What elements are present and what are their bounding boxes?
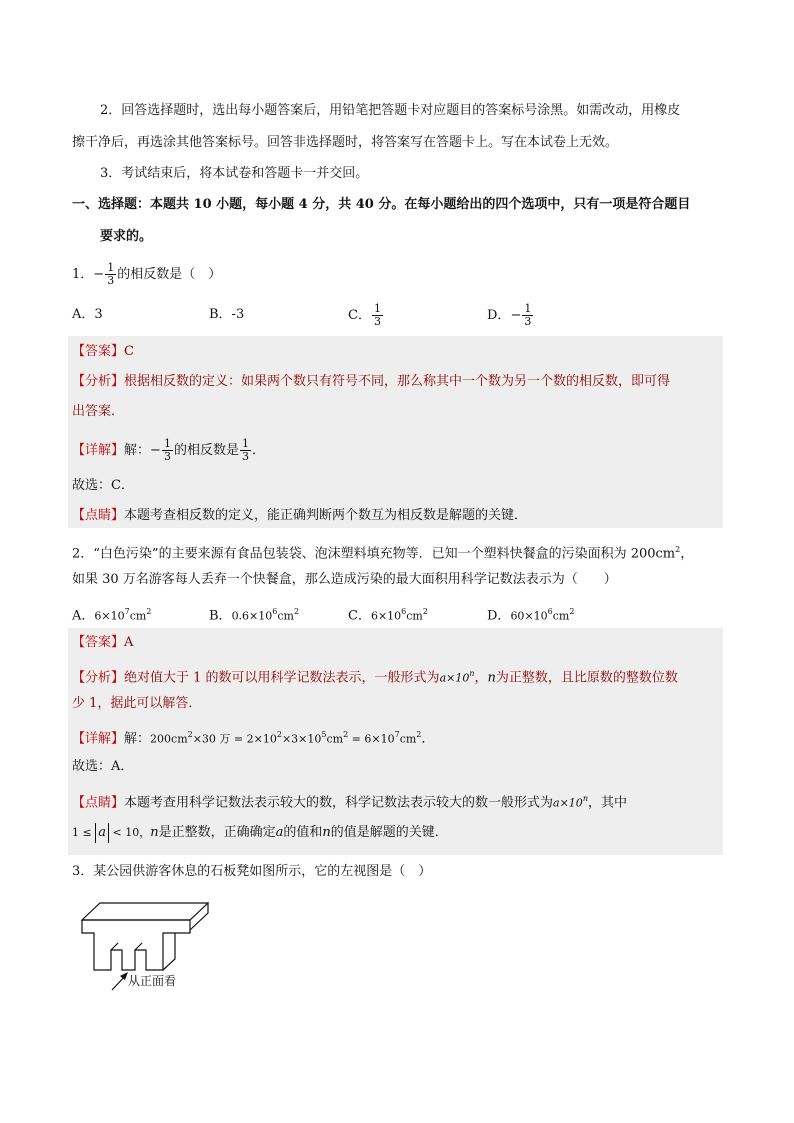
note-2-line-2: 擦干净后，再选涂其他答案标号。回答非选择题时，将答案写在答题卡上。写在本试卷上无效。 [72,135,619,150]
q2-detail-expr-6-exp: 2 [416,730,422,739]
q2-detail-expr-5: = 6×10 [348,732,395,746]
q1-detail-fraction-2 [240,438,251,463]
view-arrow-head [120,972,128,980]
q2-detail-expr-4-exp: 2 [343,730,349,739]
q2-option-a [72,602,151,626]
q2-analysis-text-1: 绝对值大于 1 的数可以用科学记数法表示，一般形式为 [124,670,440,686]
q2-detail-end: ． [421,731,435,747]
q2-comment-abs-a: a [95,823,109,843]
note-2-line-1: 2．回答选择题时，选出每小题答案后，用铅笔把答题卡对应题目的答案标号涂黑。如需改动，用橡皮 [100,103,681,118]
q2-analysis-n: n [487,670,496,686]
q2-option-c-exp: 6 [401,607,407,616]
q2-stem-text-1: 2．“白色污染”的主要来源有食品包装袋、泡沫塑料填充物等．已知一个塑料快餐盒的污染面积为 200cm [72,546,676,562]
section-heading-line-1: 一、选择题：本题共 10 小题，每小题 4 分，共 40 分。在每小题给出的四个选项中，只有一项是符合题目 [72,197,691,212]
q2-detail-expr-1-exp: 2 [187,730,193,739]
q1-comment-tag: 【点睛】 [72,508,125,523]
q2-option-c-unit-exp: 2 [422,607,428,616]
bench-front-face [82,920,190,970]
q1-answer [72,342,134,362]
q2-option-b-exp: 6 [272,607,278,616]
q2-comment-text-3: 的值和 [283,825,323,840]
q2-detail-expr-5-exp: 7 [394,730,400,739]
q2-option-a-exp: 7 [124,607,130,616]
q3-stem: 3．某公园供游客休息的石板凳如图所示，它的左视图是（ ） [72,864,432,879]
q2-choose: 故选：A． [72,759,134,774]
q2-option-b-base: 0.6×10 [231,609,273,623]
q1-stem [72,262,221,287]
q1-option-d-neg: − [510,308,522,323]
q1-detail-neg: − [150,443,161,458]
q1-detail-tag: 【详解】 [72,443,125,458]
q2-comment-n-2: n [322,825,331,840]
q2-detail-expr-2: ×30 万 = 2×10 [192,732,277,746]
note-3: 3．考试结束后，将本试卷和答题卡一并交回。 [100,166,369,181]
q1-detail-mid: 的相反数是 [173,443,239,458]
q2-comment-inequality-right: < 10， [108,826,151,839]
q1-comment-text: 本题考查相反数的定义，能正确判断两个数互为相反数是解题的关键． [124,508,528,523]
q1-analysis-tag: 【分析】 [72,374,125,389]
q1-option-d-fraction [522,303,533,328]
q2-option-c-base: 6×10 [370,609,402,623]
q1-number: 1． [72,267,94,282]
q2-comment-text-2: 是正整数，正确确定 [158,825,276,840]
q2-option-d-unit-exp: 2 [569,607,575,616]
q2-comment-line-1 [72,789,627,813]
bench-top-side [190,903,208,930]
q2-answer [72,633,133,653]
q2-answer-tag: 【答案】 [72,635,125,650]
q1-option-c [348,303,384,328]
q2-comment-tag: 【点睛】 [72,795,125,811]
q2-stem-sup: 2 [675,545,681,554]
q2-comment-formula-exp: n [582,794,588,803]
q2-option-a-unit-exp: 2 [146,607,152,616]
q2-comment-line-2 [72,823,448,843]
q2-comment-text-1-end: ，其中 [587,795,627,811]
q2-detail-expr-2-exp: 2 [276,730,282,739]
q2-option-a-unit: cm [129,609,147,623]
q2-comment-inequality-left: 1 ≤ [72,826,96,839]
q1-option-a: A．3 [72,307,103,322]
q2-stem-text-1-end: ， [680,546,694,562]
q2-comment-formula: a×10 [553,796,583,810]
q2-option-d [487,602,574,626]
bench-leg-depth [163,933,175,970]
q2-option-b-label: B． [209,608,232,624]
q2-answer-value: A [124,635,134,650]
q2-detail-expr-4: cm [326,732,344,746]
q1-detail-denominator-2: 3 [241,450,249,463]
q2-analysis-formula: a×10 [439,671,470,685]
q1-choose: 故选：C． [72,478,134,493]
q2-detail-expr-1: 200cm [150,732,188,746]
q1-option-c-fraction [372,303,383,328]
q2-option-d-exp: 6 [547,607,553,616]
q2-detail-tag: 【详解】 [72,731,125,747]
q1-analysis-text-1: 根据相反数的定义：如果两个数只有符号不同，那么称其中一个数为另一个数的相反数，即可得 [124,374,671,389]
q1-detail [72,438,265,463]
q2-comment-text-4: 的值是解题的关键． [330,825,448,840]
q1-solution-block [68,336,723,528]
q1-analysis-line-1 [72,372,670,392]
q1-detail-numerator: 1 [163,437,171,450]
q2-option-d-unit: cm [552,609,570,623]
q2-detail-expr-3: ×3×10 [281,732,322,746]
q1-detail-denominator: 3 [163,450,171,463]
q2-analysis-line-2: 少 1，据此可以解答． [72,696,202,711]
q1-answer-tag: 【答案】 [72,344,125,359]
q2-option-c-unit: cm [406,609,423,623]
q2-option-d-label: D． [487,608,511,624]
q1-detail-pre: 解： [124,443,151,458]
q2-analysis-formula-exp: n [469,669,475,678]
q2-detail-pre: 解： [124,731,151,747]
section-heading-line-2: 要求的。 [100,229,153,244]
q2-option-b-unit: cm [277,609,294,623]
q1-detail-fraction [162,438,173,463]
q2-option-b-unit-exp: 2 [293,607,300,616]
q1-option-c-label: C． [348,308,371,323]
q1-option-d-numerator: 1 [524,302,532,315]
q1-detail-numerator-2: 1 [241,437,249,450]
q2-analysis-tag: 【分析】 [72,670,125,686]
q3-figure-label: 从正面看 [128,974,177,988]
q2-stem-line-2: 如果 30 万名游客每人丢弃一个快餐盒，那么造成污染的最大面积用科学记数法表示为（ ） [72,572,617,587]
q2-option-a-base: 6×10 [94,609,125,623]
q1-fraction-denominator: 3 [107,274,115,287]
q2-comment-n: n [150,825,159,840]
q2-option-a-label: A． [72,608,95,624]
q1-option-d-label: D． [487,308,511,323]
q2-option-b [209,602,299,626]
q1-fraction-numerator: 1 [107,261,115,274]
q2-analysis-text-1-end: 为正整数，且比原数的整数位数 [495,670,678,686]
bench-top-surface [82,903,208,920]
q1-option-d [487,303,534,328]
q2-analysis-line-1 [72,664,678,688]
q2-option-c-label: C． [348,608,371,624]
q1-fraction [105,262,116,287]
q2-detail [72,725,434,749]
q2-analysis-comma: ， [474,670,488,686]
q1-option-c-numerator: 1 [373,302,381,315]
q1-comment [72,506,527,526]
q2-option-c [348,602,428,626]
q2-comment-text-1: 本题考查用科学记数法表示较大的数，科学记数法表示较大的数一般形式为 [124,795,554,811]
q1-option-b: B．-3 [209,307,245,322]
q1-detail-end: ． [251,443,265,458]
q2-comment-a: a [275,825,284,840]
q1-answer-value: C [124,344,134,359]
q2-detail-expr-3-exp: 5 [321,730,327,739]
q1-option-c-denominator: 3 [373,315,381,328]
q2-detail-expr-6: cm [399,732,417,746]
q2-stem-line-1 [72,540,693,564]
q1-stem-tail: 的相反数是（ ） [117,267,222,282]
q1-option-d-denominator: 3 [524,315,532,328]
q1-neg-sign: − [93,267,105,282]
q2-option-d-base: 60×10 [510,609,548,623]
q1-analysis-line-2: 出答案． [72,404,125,419]
